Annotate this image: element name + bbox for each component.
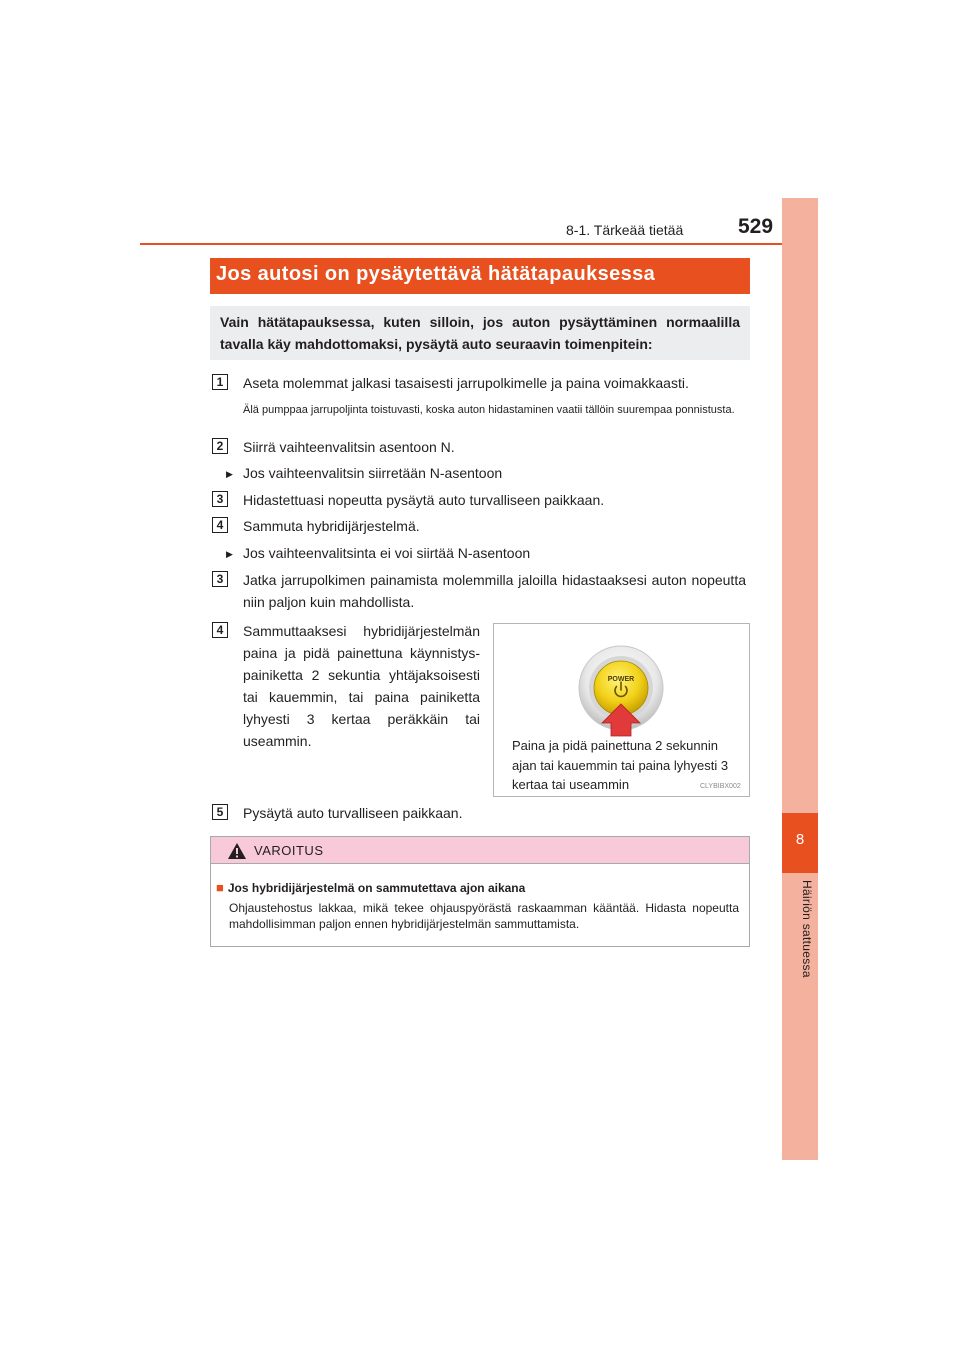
step-number: 5 bbox=[212, 804, 228, 820]
step-line: painiketta 2 sekuntia yhtäjaksoisesti bbox=[243, 667, 480, 683]
step-text-multiline bbox=[243, 620, 480, 752]
step-note: Älä pumppaa jarrupoljinta toistuvasti, koska auton hidastaminen vaatii tällöin suurempaa ponnistusta. bbox=[243, 404, 735, 416]
step-text: Siirrä vaihteenvalitsin asentoon N. bbox=[243, 439, 455, 455]
intro-box: Vain hätätapauksessa, kuten silloin, jos auton pysäyttäminen normaalilla tavalla käy mahdottomaksi, pysäytä auto seuraavin toimenpitein: bbox=[210, 306, 750, 360]
step-text: Sammuta hybridijärjestelmä. bbox=[243, 518, 420, 534]
page-number: 529 bbox=[738, 215, 774, 238]
step-line: tai kauemmin, tai paina painiketta bbox=[243, 689, 480, 705]
step-number: 3 bbox=[212, 491, 228, 507]
chapter-title: Häiriön sattuessa bbox=[800, 880, 814, 978]
step-line: lyhyesti 3 kertaa peräkkäin tai bbox=[243, 711, 480, 727]
step-number: 4 bbox=[212, 622, 228, 638]
condition-text: Jos vaihteenvalitsinta ei voi siirtää N-asentoon bbox=[243, 545, 531, 561]
step-text: Hidastettuasi nopeutta pysäytä auto turvalliseen paikkaan. bbox=[243, 492, 605, 508]
condition-bullet bbox=[226, 542, 530, 565]
caption-line: Paina ja pidä painettuna 2 sekunnin bbox=[512, 738, 718, 753]
square-bullet-icon: ■ bbox=[216, 880, 224, 895]
step-line: Sammuttaaksesi hybridijärjestelmän bbox=[243, 623, 480, 639]
condition-bullet bbox=[226, 462, 502, 485]
warning-title-text: Jos hybridijärjestelmä on sammutettava ajon aikana bbox=[227, 881, 526, 895]
header-rule bbox=[140, 243, 818, 245]
step-line: useammin. bbox=[243, 733, 312, 749]
step-number: 2 bbox=[212, 438, 228, 454]
step-text: Pysäytä auto turvalliseen paikkaan. bbox=[243, 805, 463, 821]
warning-label: VAROITUS bbox=[254, 843, 324, 858]
triangle-bullet-icon: ▶ bbox=[226, 549, 233, 559]
warning-triangle-icon bbox=[227, 842, 247, 860]
step-number: 4 bbox=[212, 517, 228, 533]
step-number: 3 bbox=[212, 571, 228, 587]
section-header: 8-1. Tärkeää tietää bbox=[566, 222, 684, 238]
step-text: Jatka jarrupolkimen painamista molemmilla jaloilla hidastaaksesi auton nopeutta niin paljon kuin mahdollista. bbox=[243, 572, 746, 610]
chapter-number: 8 bbox=[782, 813, 818, 873]
caption-line: kertaa tai useammin bbox=[512, 777, 630, 792]
step-number: 1 bbox=[212, 374, 228, 390]
illustration-code: CLYBIBX002 bbox=[700, 783, 741, 790]
warning-body: Ohjaustehostus lakkaa, mikä tekee ohjauspyörästä raskaamman kääntää. Hidasta nopeutta mahdollisimman paljon ennen hybridijärjestelmän sammuttamista. bbox=[229, 901, 739, 931]
caption-line: ajan tai kauemmin tai paina lyhyesti 3 bbox=[512, 757, 729, 773]
step-line: paina ja pidä painettuna käynnistys- bbox=[243, 645, 480, 661]
warning-title bbox=[216, 880, 525, 895]
button-label: POWER bbox=[607, 676, 635, 683]
step-text: Aseta molemmat jalkasi tasaisesti jarrupolkimelle ja paina voimakkaasti. bbox=[243, 375, 689, 391]
condition-text: Jos vaihteenvalitsin siirretään N-asentoon bbox=[243, 465, 503, 481]
triangle-bullet-icon: ▶ bbox=[226, 469, 233, 479]
page-title: Jos autosi on pysäytettävä hätätapauksessa bbox=[210, 258, 750, 294]
